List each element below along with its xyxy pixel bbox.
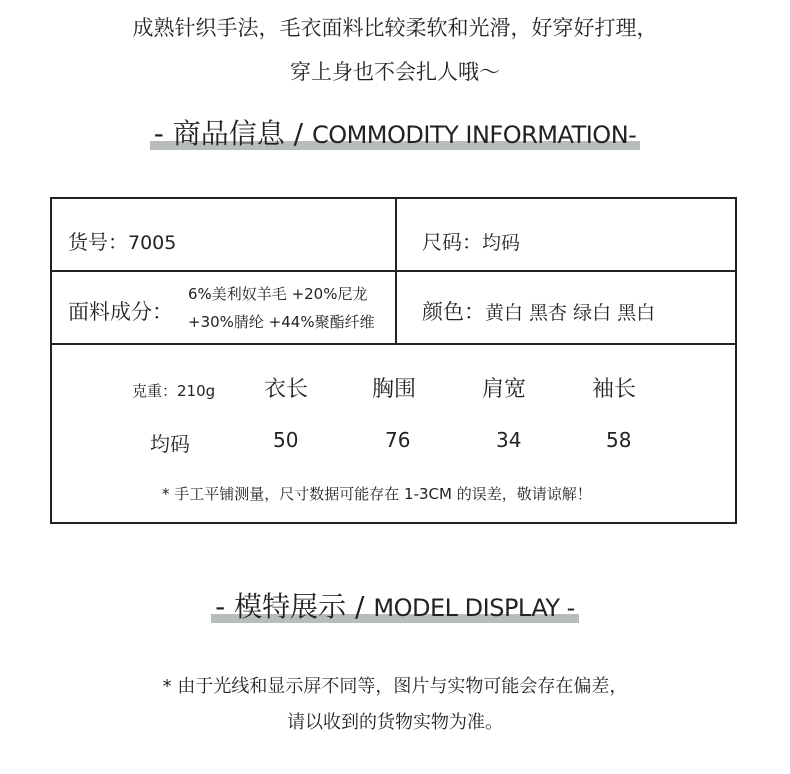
heading-cn: - 商品信息 / bbox=[153, 117, 312, 150]
value-chest: 76 bbox=[385, 428, 411, 452]
intro-line-1: 成熟针织手法，毛衣面料比较柔软和光滑，好穿好打理， bbox=[132, 16, 658, 40]
size-label: 尺码： bbox=[422, 230, 482, 254]
header-chest: 胸围 bbox=[372, 377, 417, 402]
item-number-label: 货号： bbox=[68, 230, 128, 254]
header-length: 衣长 bbox=[264, 377, 309, 402]
item-number bbox=[68, 226, 176, 255]
fabric-label: 面料成分： bbox=[68, 300, 173, 324]
fabric-line-2: +30%腈纶 +44%聚酯纤维 bbox=[188, 313, 375, 331]
fabric-line-1: 6%美利奴羊毛 +20%尼龙 bbox=[188, 285, 368, 303]
intro-line-2: 穿上身也不会扎人哦～ bbox=[290, 60, 500, 84]
value-shoulder: 34 bbox=[496, 428, 522, 452]
color-label: 颜色： bbox=[422, 300, 485, 324]
header-shoulder: 肩宽 bbox=[482, 377, 527, 402]
value-length: 50 bbox=[273, 428, 299, 452]
weight: 克重：210g bbox=[132, 382, 216, 400]
heading-en: COMMODITY INFORMATION- bbox=[311, 121, 637, 149]
footer-line-1: * 由于光线和显示屏不同等，图片与实物可能会存在偏差， bbox=[162, 676, 628, 697]
heading-cn: - 模特展示 / bbox=[215, 590, 374, 623]
size bbox=[422, 226, 520, 255]
commodity-info-table bbox=[50, 197, 737, 524]
heading-en: MODEL DISPLAY - bbox=[373, 594, 575, 622]
color-value: 黄白 黑杏 绿白 黑白 bbox=[485, 302, 656, 324]
header-sleeve: 袖长 bbox=[592, 377, 637, 402]
section-heading-model bbox=[0, 585, 790, 625]
row-label: 均码 bbox=[150, 432, 190, 456]
value-sleeve: 58 bbox=[606, 428, 632, 452]
footer-line-2: 请以收到的货物实物为准。 bbox=[287, 712, 503, 733]
color bbox=[422, 296, 655, 326]
section-heading-commodity bbox=[0, 112, 790, 152]
size-value: 均码 bbox=[482, 232, 521, 254]
measurement-note: * 手工平铺测量，尺寸数据可能存在 1-3CM 的误差，敬请谅解！ bbox=[162, 485, 592, 503]
item-number-value: 7005 bbox=[128, 232, 177, 254]
